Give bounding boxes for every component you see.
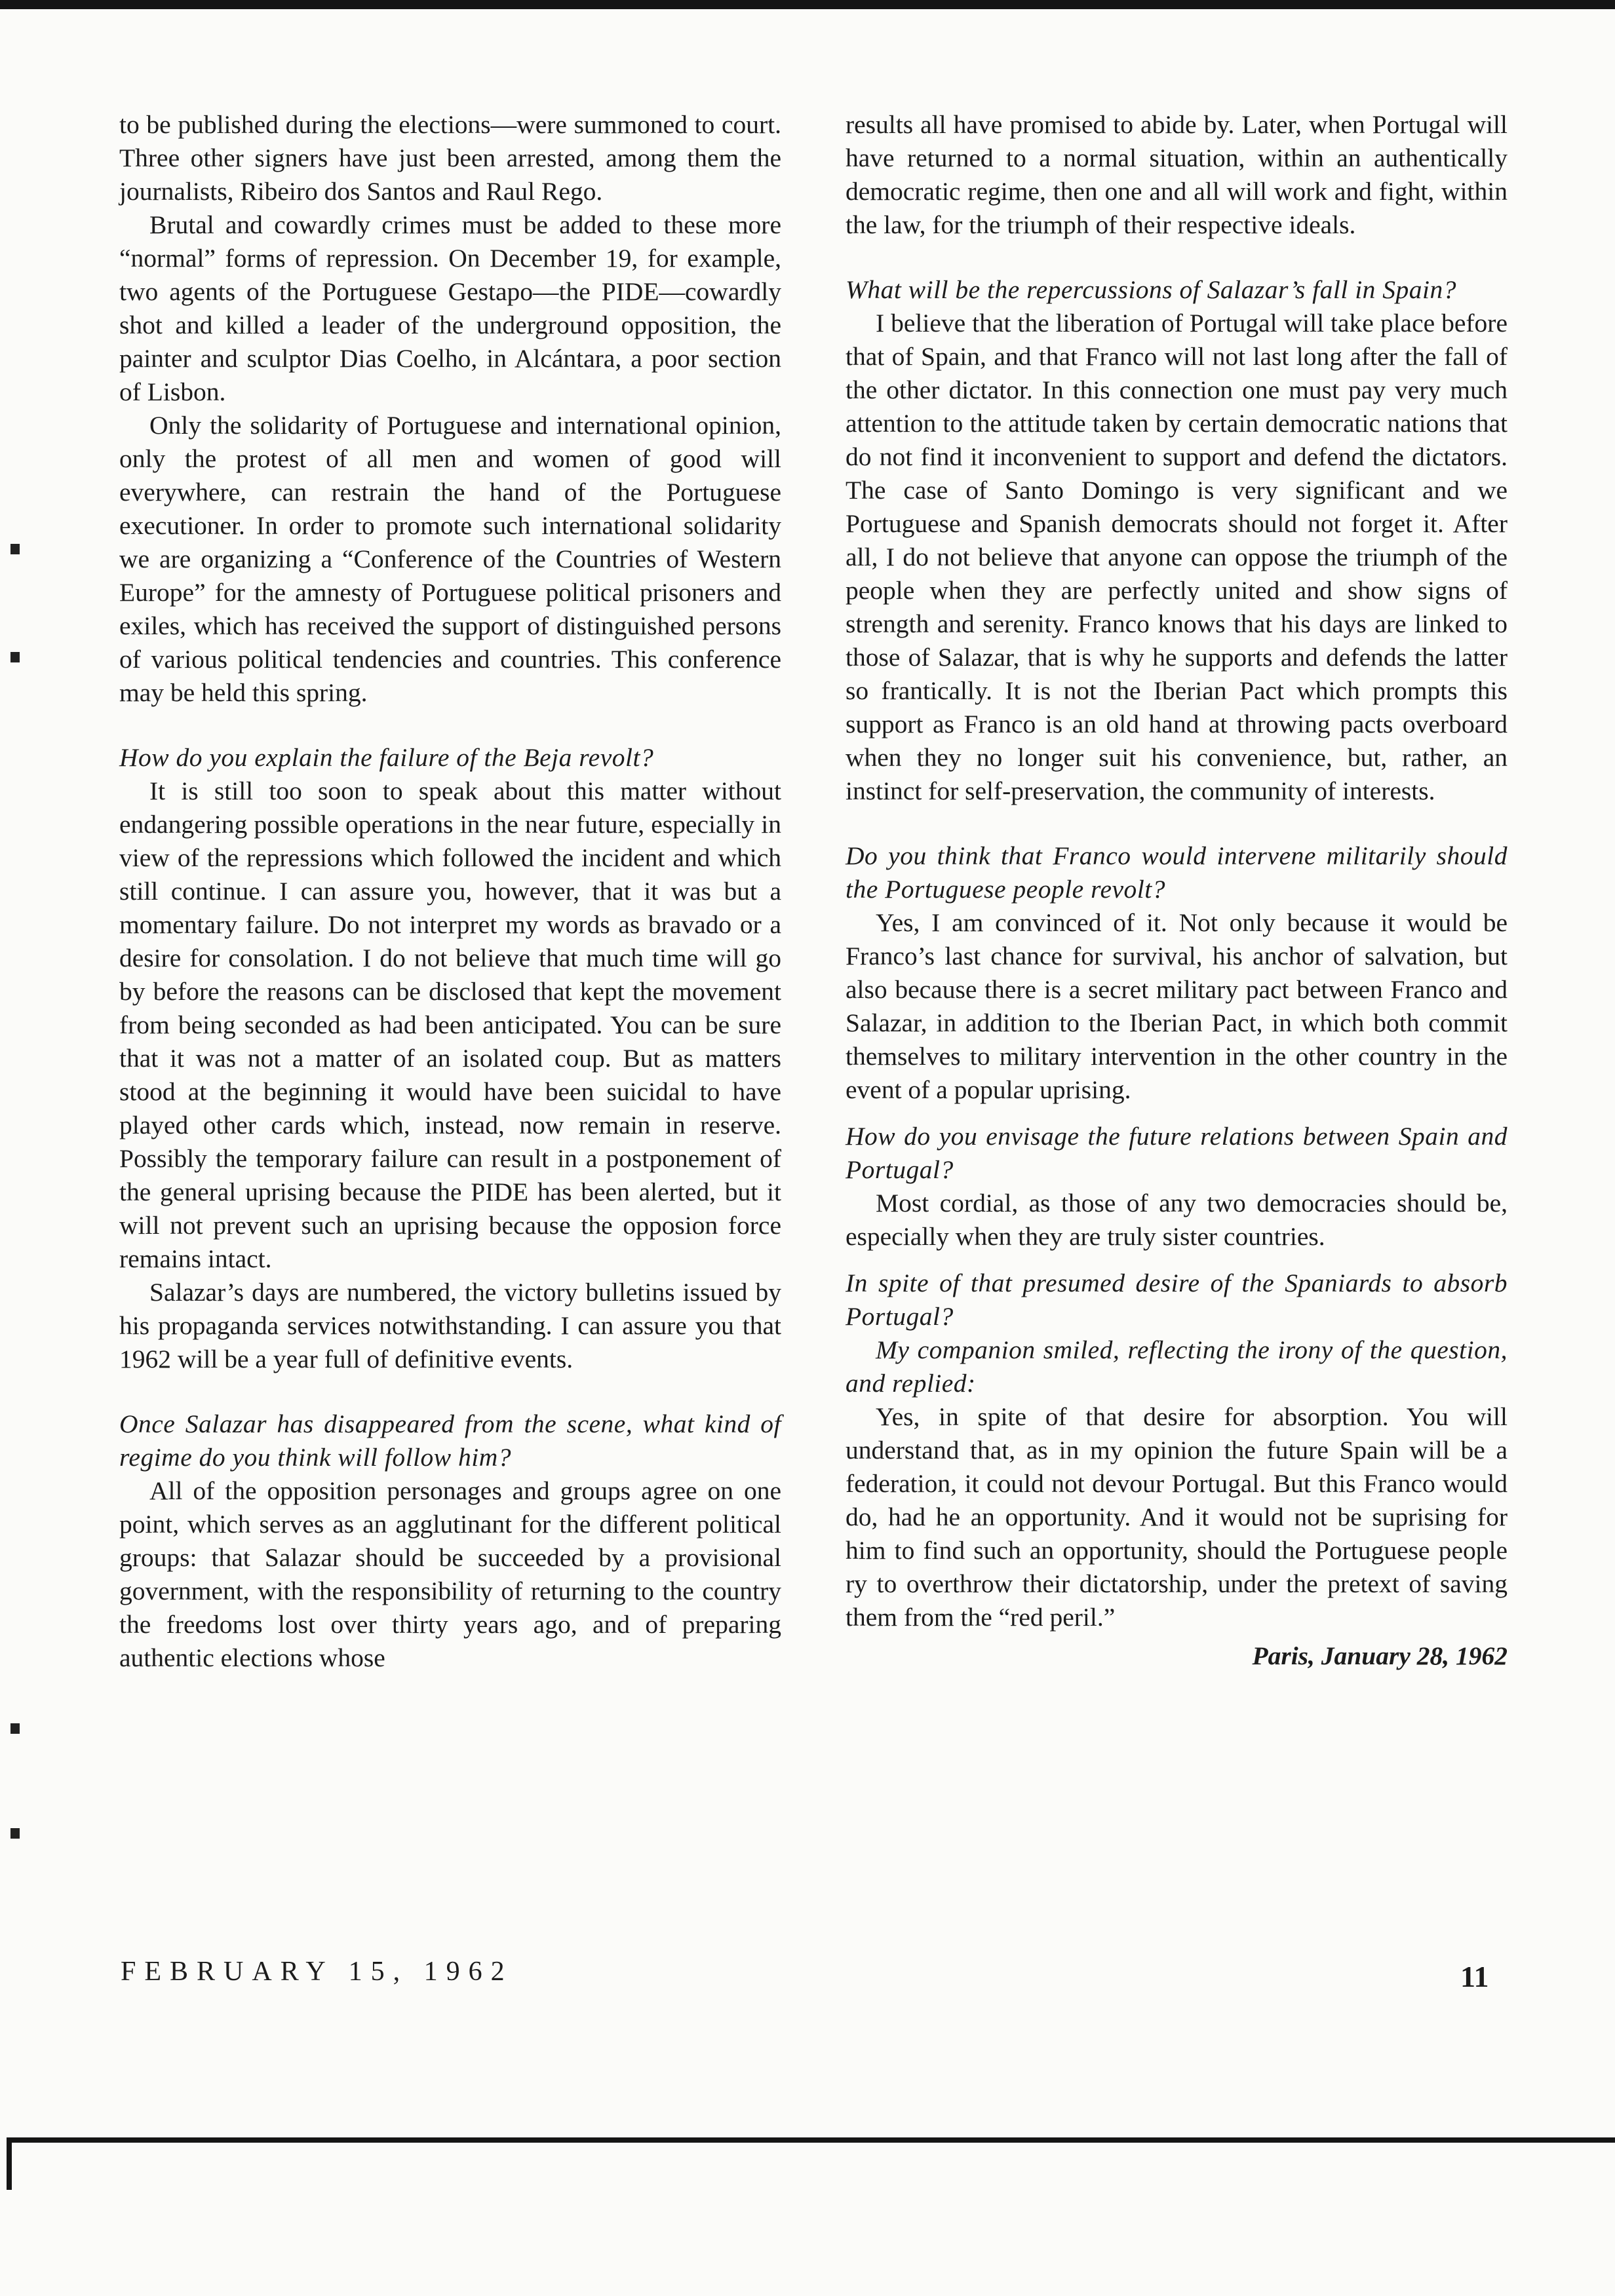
paragraph: Salazar’s days are numbered, the victory bulletins issued by his propaganda services notwithstanding. I can assure you that 1962 will be a year full of definitive events. <box>119 1278 781 1373</box>
binding-mark <box>10 1723 20 1734</box>
interview-question: What will be the repercussions of Salazar’s fall in Spain? <box>846 275 1457 304</box>
footer-issue-date: FEBRUARY 15, 1962 <box>121 1957 513 1987</box>
binding-mark <box>10 652 20 662</box>
interview-question: Do you think that Franco would intervene militarily should the Portuguese people revolt? <box>846 841 1508 904</box>
page-number: 11 <box>1460 1960 1489 1993</box>
binding-mark <box>10 544 20 554</box>
interview-question: How do you envisage the future relations between Spain and Portugal? <box>846 1122 1508 1184</box>
binding-mark <box>10 1828 20 1839</box>
interview-question: How do you explain the failure of the Beja revolt? <box>119 743 654 772</box>
paragraph: All of the opposition personages and groups agree on one point, which serves as an agglutinant for the different political groups: that Salazar should be succeeded by a provisional government, with the responsibility of returning to the country the freedoms lost over thirty years ago, and of preparing authentic elections whose <box>119 1476 781 1672</box>
bottom-border-rule <box>7 2137 1615 2143</box>
top-border-rule <box>0 0 1615 9</box>
bottom-border-hook <box>7 2137 12 2190</box>
paragraph: results all have promised to abide by. Later, when Portugal will have returned to a normal situation, within an authentically democratic regime, then one and all will work and fight, within the law, for the triumph of their respective ideals. <box>846 110 1508 239</box>
narration: My companion smiled, reflecting the irony of the question, and replied: <box>846 1335 1508 1398</box>
paragraph: Yes, in spite of that desire for absorption. You will understand that, as in my opinion the future Spain will be a federation, it could not devour Portugal. But this Franco would do, had he an opportunity. And it would not be suprising for him to find such an opportunity, should the Portuguese people ry to overthrow their dictatorship, under the pretext of saving them from the “red peril.” <box>846 1402 1508 1632</box>
interview-question: In spite of that presumed desire of the Spaniards to absorb Portugal? <box>846 1269 1508 1331</box>
left-column <box>119 108 781 1675</box>
paragraph: I believe that the liberation of Portugal will take place before that of Spain, and that Franco will not last long after the fall of the other dictator. In this connection one must pay very much attention to the attitude taken by certain democratic nations that do not find it inconvenient to support and defend the dictators. The case of Santo Domingo is very significant and we Portuguese and Spanish democrats should not forget it. After all, I do not believe that anyone can oppose the triumph of the people when they are perfectly united and show signs of strength and serenity. Franco knows that his days are linked to those of Salazar, that is why he supports and defends the latter so frantically. It is not the Iberian Pact which prompts this support as Franco is an old hand at throwing pacts overboard when they no longer suit his convenience, but, rather, an instinct for self-preservation, the community of interests. <box>846 309 1508 805</box>
interview-question: Once Salazar has disappeared from the scene, what kind of regime do you think will follow him? <box>119 1409 781 1472</box>
paragraph: It is still too soon to speak about this matter without endangering possible operations in the near future, especially in view of the repressions which followed the incident and which still continue. I can assure you, however, that it was but a momentary failure. Do not interpret my words as bravado or a desire for consolation. I do not believe that much time will go by before the reasons can be disclosed that kept the movement from being seconded as had been anticipated. You can be sure that it was not a matter of an isolated coup. But as matters stood at the beginning it would have been suicidal to have played other cards which, instead, now remain in reserve. Possibly the temporary failure can result in a postponement of the general uprising because the PIDE has been alerted, but it will not prevent such an uprising because the opposion force remains intact. <box>119 776 781 1273</box>
dateline-signoff: Paris, January 28, 1962 <box>1252 1641 1508 1670</box>
paragraph: Brutal and cowardly crimes must be added to these more “normal” forms of repression. On December 19, for example, two agents of the Portuguese Gestapo—the PIDE—cowardly shot and killed a leader of the underground opposition, the painter and sculptor Dias Coelho, in Alcántara, a poor section of Lisbon. <box>119 210 781 406</box>
paragraph: to be published during the elections—were summoned to court. Three other signers have just been arrested, among them the journalists, Ribeiro dos Santos and Raul Rego. <box>119 110 781 206</box>
paragraph: Most cordial, as those of any two democracies should be, especially when they are truly sister countries. <box>846 1189 1508 1251</box>
paragraph: Yes, I am convinced of it. Not only because it would be Franco’s last chance for survival, his anchor of salvation, but also because there is a secret military pact between Franco and Salazar, in addition to the Iberian Pact, in which both commit themselves to military intervention in the other country in the event of a popular uprising. <box>846 908 1508 1104</box>
right-column <box>846 108 1508 1673</box>
paragraph: Only the solidarity of Portuguese and international opinion, only the protest of all men and women of good will everywhere, can restrain the hand of the Portuguese executioner. In order to promote such international solidarity we are organizing a “Conference of the Countries of Western Europe” for the amnesty of Portuguese political prisoners and exiles, which has received the support of distinguished persons of various political tendencies and countries. This conference may be held this spring. <box>119 411 781 707</box>
